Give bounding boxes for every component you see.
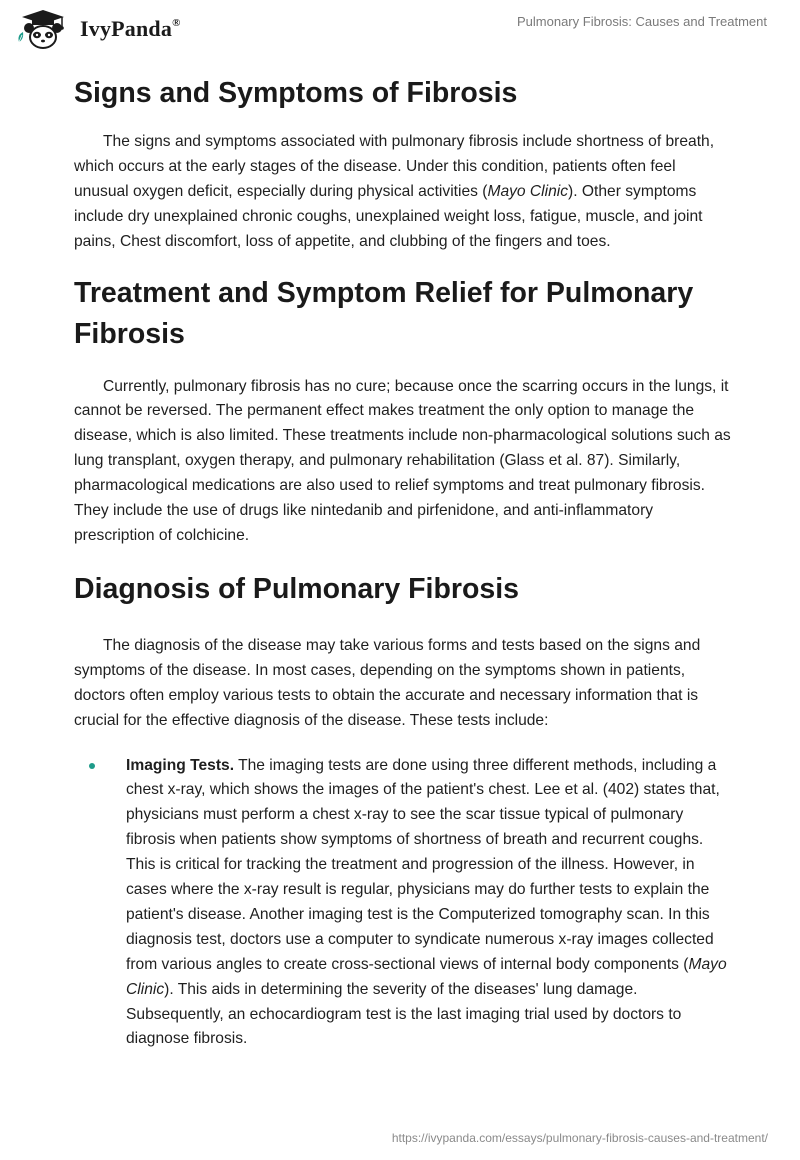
section-paragraph: The signs and symptoms associated with pulmonary fibrosis include shortness of breath, which occurs at the early stages of the disease. Under this condition, patients often feel unusual oxygen deficit, especially during physical activities (Mayo Clinic). Other symptoms include dry unexplained chronic coughs, unexplained weight loss, fatigue, muscle, and joint pains, Chest discomfort, loss of appetite, and clubbing of the fingers and toes. [74,133,715,250]
brand-name: IvyPanda® [80,16,181,41]
section-paragraph: Currently, pulmonary fibrosis has no cure; because once the scarring occurs in the lungs, it cannot be reversed. The permanent effect makes treatment the only option to manage the disease, which is also limited. These treatments include non-pharmacological solutions such as lung transplant, oxygen therapy, and pulmonary rehabilitation (Glass et al. 87). Similarly, pharmacological medications are also used to relief symptoms and treat pulmonary fibrosis. They include the use of drugs like nintedanib and pirfenidone, and anti-inflammatory prescription of colchicine. [74,377,731,544]
citation: Mayo Clinic [126,955,727,998]
source-url-link[interactable]: https://ivypanda.com/essays/pulmonary-fibrosis-causes-and-treatment/ [391,1131,768,1145]
brand-logo[interactable] [14,8,181,50]
list-item-label: Imaging Tests. [126,756,235,774]
section-heading: Treatment and Symptom Relief for Pulmonary Fibrosis [74,276,694,350]
document-title: Pulmonary Fibrosis: Causes and Treatment [517,14,767,29]
section-heading: Signs and Symptoms of Fibrosis [74,77,518,109]
registered-mark: ® [172,16,181,29]
diagnosis-test-list [74,754,734,1053]
panda-graduate-logo-icon [14,8,72,50]
bullet-dot-icon [89,763,95,769]
section-heading: Diagnosis of Pulmonary Fibrosis [74,572,519,605]
page-header [0,0,800,60]
section-paragraph: The diagnosis of the disease may take various forms and tests based on the signs and symptoms of the disease. In most cases, depending on the symptoms shown in patients, doctors often employ various tests to obtain the accurate and necessary information that is crucial for the effective diagnosis of the disease. These tests include: [74,636,701,729]
essay-content [74,70,734,1052]
list-item: Imaging Tests. The imaging tests are done using three different methods, including a chest x-ray, which shows the images of the patient's chest. Lee et al. (402) states that, physicians must perform a chest x-ray to see the scar tissue typical of pulmonary fibrosis when patients show symptoms of shortness of breath and recurrent coughs. This is critical for tracking the treatment and progression of the illness. However, in cases where the x-ray result is regular, physicians may do further tests to explain the patient's disease. Another imaging test is the Computerized tomography scan. In this diagnosis test, doctors use a computer to syndicate numerous x-ray images collected from various angles to create cross-sectional views of internal body components (Mayo Clinic). This aids in determining the severity of the diseases' lung damage. Subsequently, an echocardiogram test is the last imaging trial used by doctors to diagnose fibrosis. [74,754,734,1053]
citation: Mayo Clinic [487,182,569,200]
